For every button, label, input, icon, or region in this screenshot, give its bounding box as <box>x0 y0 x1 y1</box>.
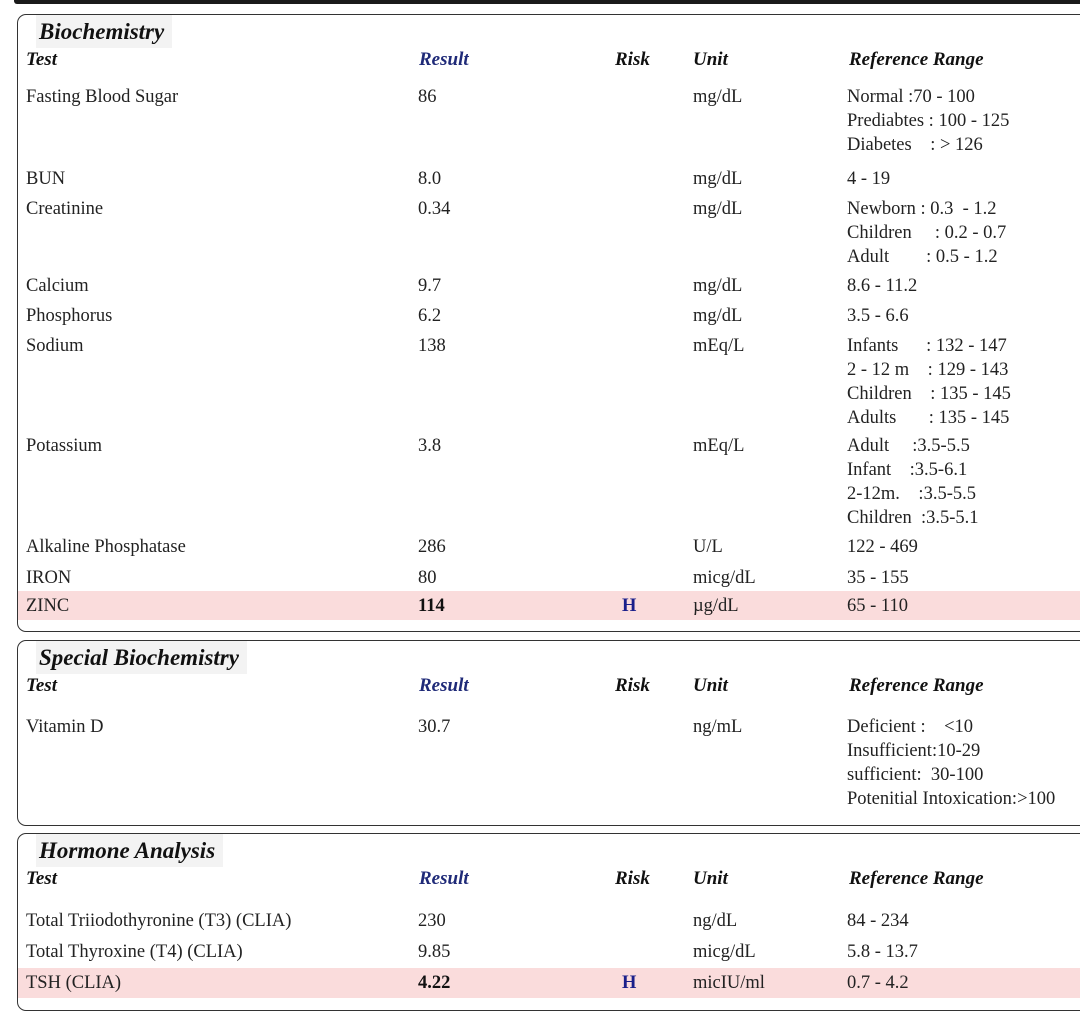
test-name: Sodium <box>26 336 84 356</box>
header-risk: Risk <box>615 675 650 696</box>
reference-range-line: Infants : 132 - 147 <box>847 336 1007 356</box>
reference-range-line: Children : 0.2 - 0.7 <box>847 223 1007 243</box>
reference-range-line: 8.6 - 11.2 <box>847 276 918 296</box>
top-border-bar <box>14 0 1080 4</box>
reference-range-line: 2 - 12 m : 129 - 143 <box>847 360 1009 380</box>
result-value: 138 <box>418 336 446 356</box>
table-row <box>18 533 1080 560</box>
unit: mg/dL <box>693 276 743 296</box>
risk-flag: H <box>622 973 637 993</box>
reference-range-line: Children :3.5-5.1 <box>847 508 979 528</box>
table-row <box>18 907 1080 934</box>
header-result: Result <box>419 675 469 696</box>
reference-range <box>847 566 909 590</box>
reference-range <box>847 940 918 964</box>
unit: micIU/ml <box>693 973 765 993</box>
reference-range-line: Prediabtes : 100 - 125 <box>847 111 1010 131</box>
header-reference-range: Reference Range <box>849 49 984 70</box>
column-header-row <box>18 49 1080 75</box>
test-name: Alkaline Phosphatase <box>26 537 186 557</box>
reference-range <box>847 304 909 328</box>
table-row <box>18 165 1080 192</box>
test-name: Total Thyroxine (T4) (CLIA) <box>26 942 243 962</box>
risk-flag: H <box>622 596 637 616</box>
unit: mg/dL <box>693 87 743 107</box>
reference-range-line: Adults : 135 - 145 <box>847 408 1010 428</box>
reference-range-line: Adult :3.5-5.5 <box>847 436 970 456</box>
reference-range-line: 84 - 234 <box>847 911 909 931</box>
reference-range <box>847 334 1011 430</box>
result-value: 9.85 <box>418 942 451 962</box>
reference-range-line: Potenitial Intoxication:>100 <box>847 789 1056 809</box>
unit: U/L <box>693 537 723 557</box>
column-header-row <box>18 868 1080 894</box>
reference-range <box>847 434 979 530</box>
table-row <box>18 332 1080 430</box>
reference-range-line: sufficient: 30-100 <box>847 765 984 785</box>
reference-range-line: 3.5 - 6.6 <box>847 306 909 326</box>
reference-range <box>847 85 1009 157</box>
reference-range <box>847 197 1006 269</box>
table-row <box>18 195 1080 269</box>
reference-range-line: Deficient : <10 <box>847 717 974 737</box>
header-test: Test <box>26 49 57 70</box>
test-name: ZINC <box>26 596 70 616</box>
reference-range <box>847 274 917 298</box>
reference-range-line: 122 - 469 <box>847 537 918 557</box>
header-reference-range: Reference Range <box>849 675 984 696</box>
reference-range-line: Normal :70 - 100 <box>847 87 975 107</box>
reference-range-line: 2-12m. :3.5-5.5 <box>847 484 976 504</box>
unit: micg/dL <box>693 942 756 962</box>
unit: µg/dL <box>693 596 739 616</box>
header-reference-range: Reference Range <box>849 868 984 889</box>
result-value: 4.22 <box>418 973 451 993</box>
result-value: 6.2 <box>418 306 442 326</box>
test-name: Calcium <box>26 276 89 296</box>
header-unit: Unit <box>693 675 728 696</box>
test-name: Potassium <box>26 436 103 456</box>
table-row <box>18 968 1080 998</box>
special-biochemistry-panel <box>17 640 1080 826</box>
reference-range <box>847 909 909 933</box>
reference-range-line: Diabetes : > 126 <box>847 135 983 155</box>
unit: ng/dL <box>693 911 738 931</box>
unit: micg/dL <box>693 568 756 588</box>
result-value: 114 <box>418 596 445 616</box>
reference-range-line: Newborn : 0.3 - 1.2 <box>847 199 997 219</box>
section-title: Hormone Analysis <box>36 834 223 867</box>
unit: ng/mL <box>693 717 743 737</box>
reference-range-line: 4 - 19 <box>847 169 891 189</box>
reference-range <box>847 167 890 191</box>
reference-range-line: 0.7 - 4.2 <box>847 973 909 993</box>
result-value: 0.34 <box>418 199 451 219</box>
header-unit: Unit <box>693 49 728 70</box>
test-name: TSH (CLIA) <box>26 973 122 993</box>
header-result: Result <box>419 868 469 889</box>
reference-range-line: 5.8 - 13.7 <box>847 942 918 962</box>
result-value: 230 <box>418 911 446 931</box>
test-name: Vitamin D <box>26 717 104 737</box>
header-unit: Unit <box>693 868 728 889</box>
table-row <box>18 83 1080 161</box>
header-risk: Risk <box>615 49 650 70</box>
table-row <box>18 272 1080 299</box>
test-name: BUN <box>26 169 66 189</box>
test-name: Total Triiodothyronine (T3) (CLIA) <box>26 911 292 931</box>
reference-range-line: 65 - 110 <box>847 596 908 616</box>
table-row <box>18 938 1080 965</box>
reference-range <box>847 971 909 995</box>
header-test: Test <box>26 675 57 696</box>
result-value: 286 <box>418 537 446 557</box>
unit: mg/dL <box>693 169 743 189</box>
result-value: 8.0 <box>418 169 442 189</box>
biochemistry-panel <box>17 14 1080 632</box>
header-risk: Risk <box>615 868 650 889</box>
reference-range <box>847 715 1055 811</box>
column-header-row <box>18 675 1080 701</box>
section-title: Special Biochemistry <box>36 641 247 674</box>
test-name: Creatinine <box>26 199 104 219</box>
test-name: IRON <box>26 568 72 588</box>
unit: mg/dL <box>693 199 743 219</box>
reference-range <box>847 594 908 618</box>
result-value: 80 <box>418 568 437 588</box>
result-value: 86 <box>418 87 437 107</box>
reference-range-line: Insufficient:10-29 <box>847 741 981 761</box>
header-test: Test <box>26 868 57 889</box>
section-title: Biochemistry <box>36 15 172 48</box>
unit: mg/dL <box>693 306 743 326</box>
reference-range <box>847 535 918 559</box>
unit: mEq/L <box>693 436 745 456</box>
reference-range-line: Adult : 0.5 - 1.2 <box>847 247 998 267</box>
result-value: 3.8 <box>418 436 442 456</box>
table-row <box>18 564 1080 591</box>
test-name: Phosphorus <box>26 306 113 326</box>
test-name: Fasting Blood Sugar <box>26 87 179 107</box>
unit: mEq/L <box>693 336 745 356</box>
reference-range-line: 35 - 155 <box>847 568 909 588</box>
reference-range-line: Children : 135 - 145 <box>847 384 1011 404</box>
hormone-analysis-panel <box>17 833 1080 1011</box>
result-value: 30.7 <box>418 717 451 737</box>
table-row <box>18 713 1080 813</box>
table-row <box>18 302 1080 329</box>
table-row <box>18 432 1080 530</box>
result-value: 9.7 <box>418 276 442 296</box>
table-row <box>18 591 1080 620</box>
header-result: Result <box>419 49 469 70</box>
reference-range-line: Infant :3.5-6.1 <box>847 460 968 480</box>
